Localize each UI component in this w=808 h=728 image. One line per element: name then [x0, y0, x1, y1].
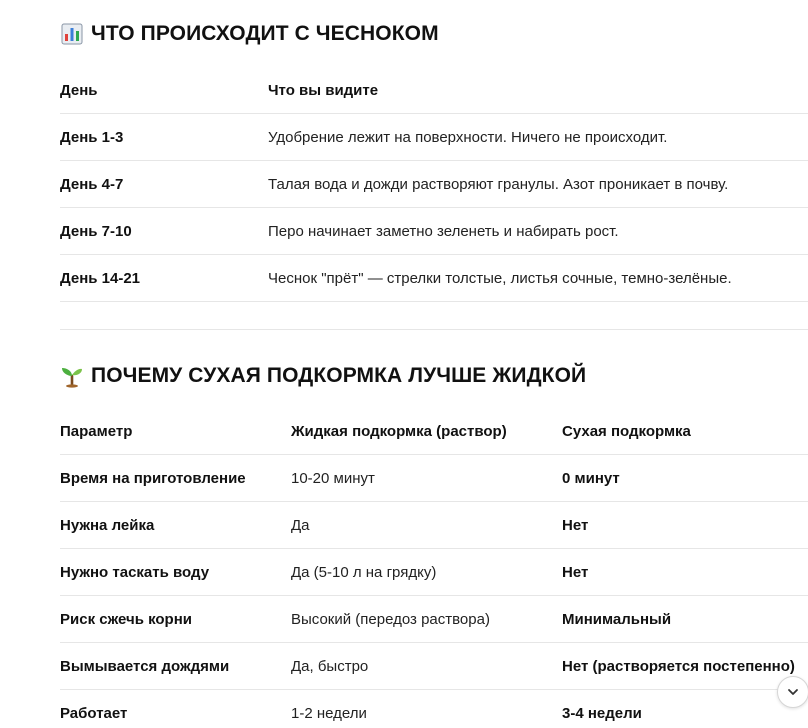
row-parameter: Работает — [60, 690, 291, 728]
row-observation: Чеснок "прёт" — стрелки толстые, листья сочные, темно-зелёные. — [268, 255, 808, 302]
seedling-icon — [60, 364, 84, 388]
row-parameter: Нужно таскать воду — [60, 549, 291, 596]
row-parameter: Время на приготовление — [60, 455, 291, 502]
chevron-down-icon — [786, 685, 800, 699]
table-header-row — [60, 408, 808, 455]
row-liquid-value: 10-20 минут — [291, 455, 562, 502]
table-row — [60, 208, 808, 255]
section-title-text: ПОЧЕМУ СУХАЯ ПОДКОРМКА ЛУЧШЕ ЖИДКОЙ — [91, 364, 587, 387]
row-day: День 4-7 — [60, 161, 268, 208]
column-header-dry: Сухая подкормка — [562, 408, 808, 455]
table-header-row — [60, 67, 808, 114]
section-title-comparison — [60, 364, 586, 388]
row-dry-value: Нет — [562, 549, 808, 596]
row-parameter: Нужна лейка — [60, 502, 291, 549]
section-title-text: ЧТО ПРОИСХОДИТ С ЧЕСНОКОМ — [91, 22, 439, 45]
row-day: День 14-21 — [60, 255, 268, 302]
row-dry-value: Нет (растворяется постепенно) — [562, 643, 808, 690]
row-liquid-value: Да — [291, 502, 562, 549]
row-day: День 1-3 — [60, 114, 268, 161]
table-row — [60, 502, 808, 549]
section-title-garlic — [60, 22, 439, 46]
column-header-observation: Что вы видите — [268, 67, 808, 114]
table-row — [60, 161, 808, 208]
column-header-day: День — [60, 67, 268, 114]
table-row — [60, 455, 808, 502]
row-observation: Перо начинает заметно зеленеть и набирать рост. — [268, 208, 808, 255]
comparison-table — [60, 408, 808, 728]
row-liquid-value: 1-2 недели — [291, 690, 562, 728]
row-liquid-value: Да, быстро — [291, 643, 562, 690]
row-dry-value: 3-4 недели — [562, 690, 808, 728]
row-parameter: Вымывается дождями — [60, 643, 291, 690]
table-row — [60, 549, 808, 596]
row-day: День 7-10 — [60, 208, 268, 255]
column-header-parameter: Параметр — [60, 408, 291, 455]
bar-chart-icon — [60, 22, 84, 46]
table-row — [60, 255, 808, 302]
row-observation: Удобрение лежит на поверхности. Ничего не происходит. — [268, 114, 808, 161]
row-dry-value: Минимальный — [562, 596, 808, 643]
table-row — [60, 643, 808, 690]
scroll-down-button[interactable] — [777, 676, 808, 708]
row-liquid-value: Да (5-10 л на грядку) — [291, 549, 562, 596]
garlic-timeline-table — [60, 67, 808, 302]
row-liquid-value: Высокий (передоз раствора) — [291, 596, 562, 643]
table-row — [60, 596, 808, 643]
table-row — [60, 690, 808, 728]
section-divider — [60, 329, 808, 330]
row-parameter: Риск сжечь корни — [60, 596, 291, 643]
row-dry-value: 0 минут — [562, 455, 808, 502]
column-header-liquid: Жидкая подкормка (раствор) — [291, 408, 562, 455]
row-observation: Талая вода и дожди растворяют гранулы. Азот проникает в почву. — [268, 161, 808, 208]
table-row — [60, 114, 808, 161]
row-dry-value: Нет — [562, 502, 808, 549]
